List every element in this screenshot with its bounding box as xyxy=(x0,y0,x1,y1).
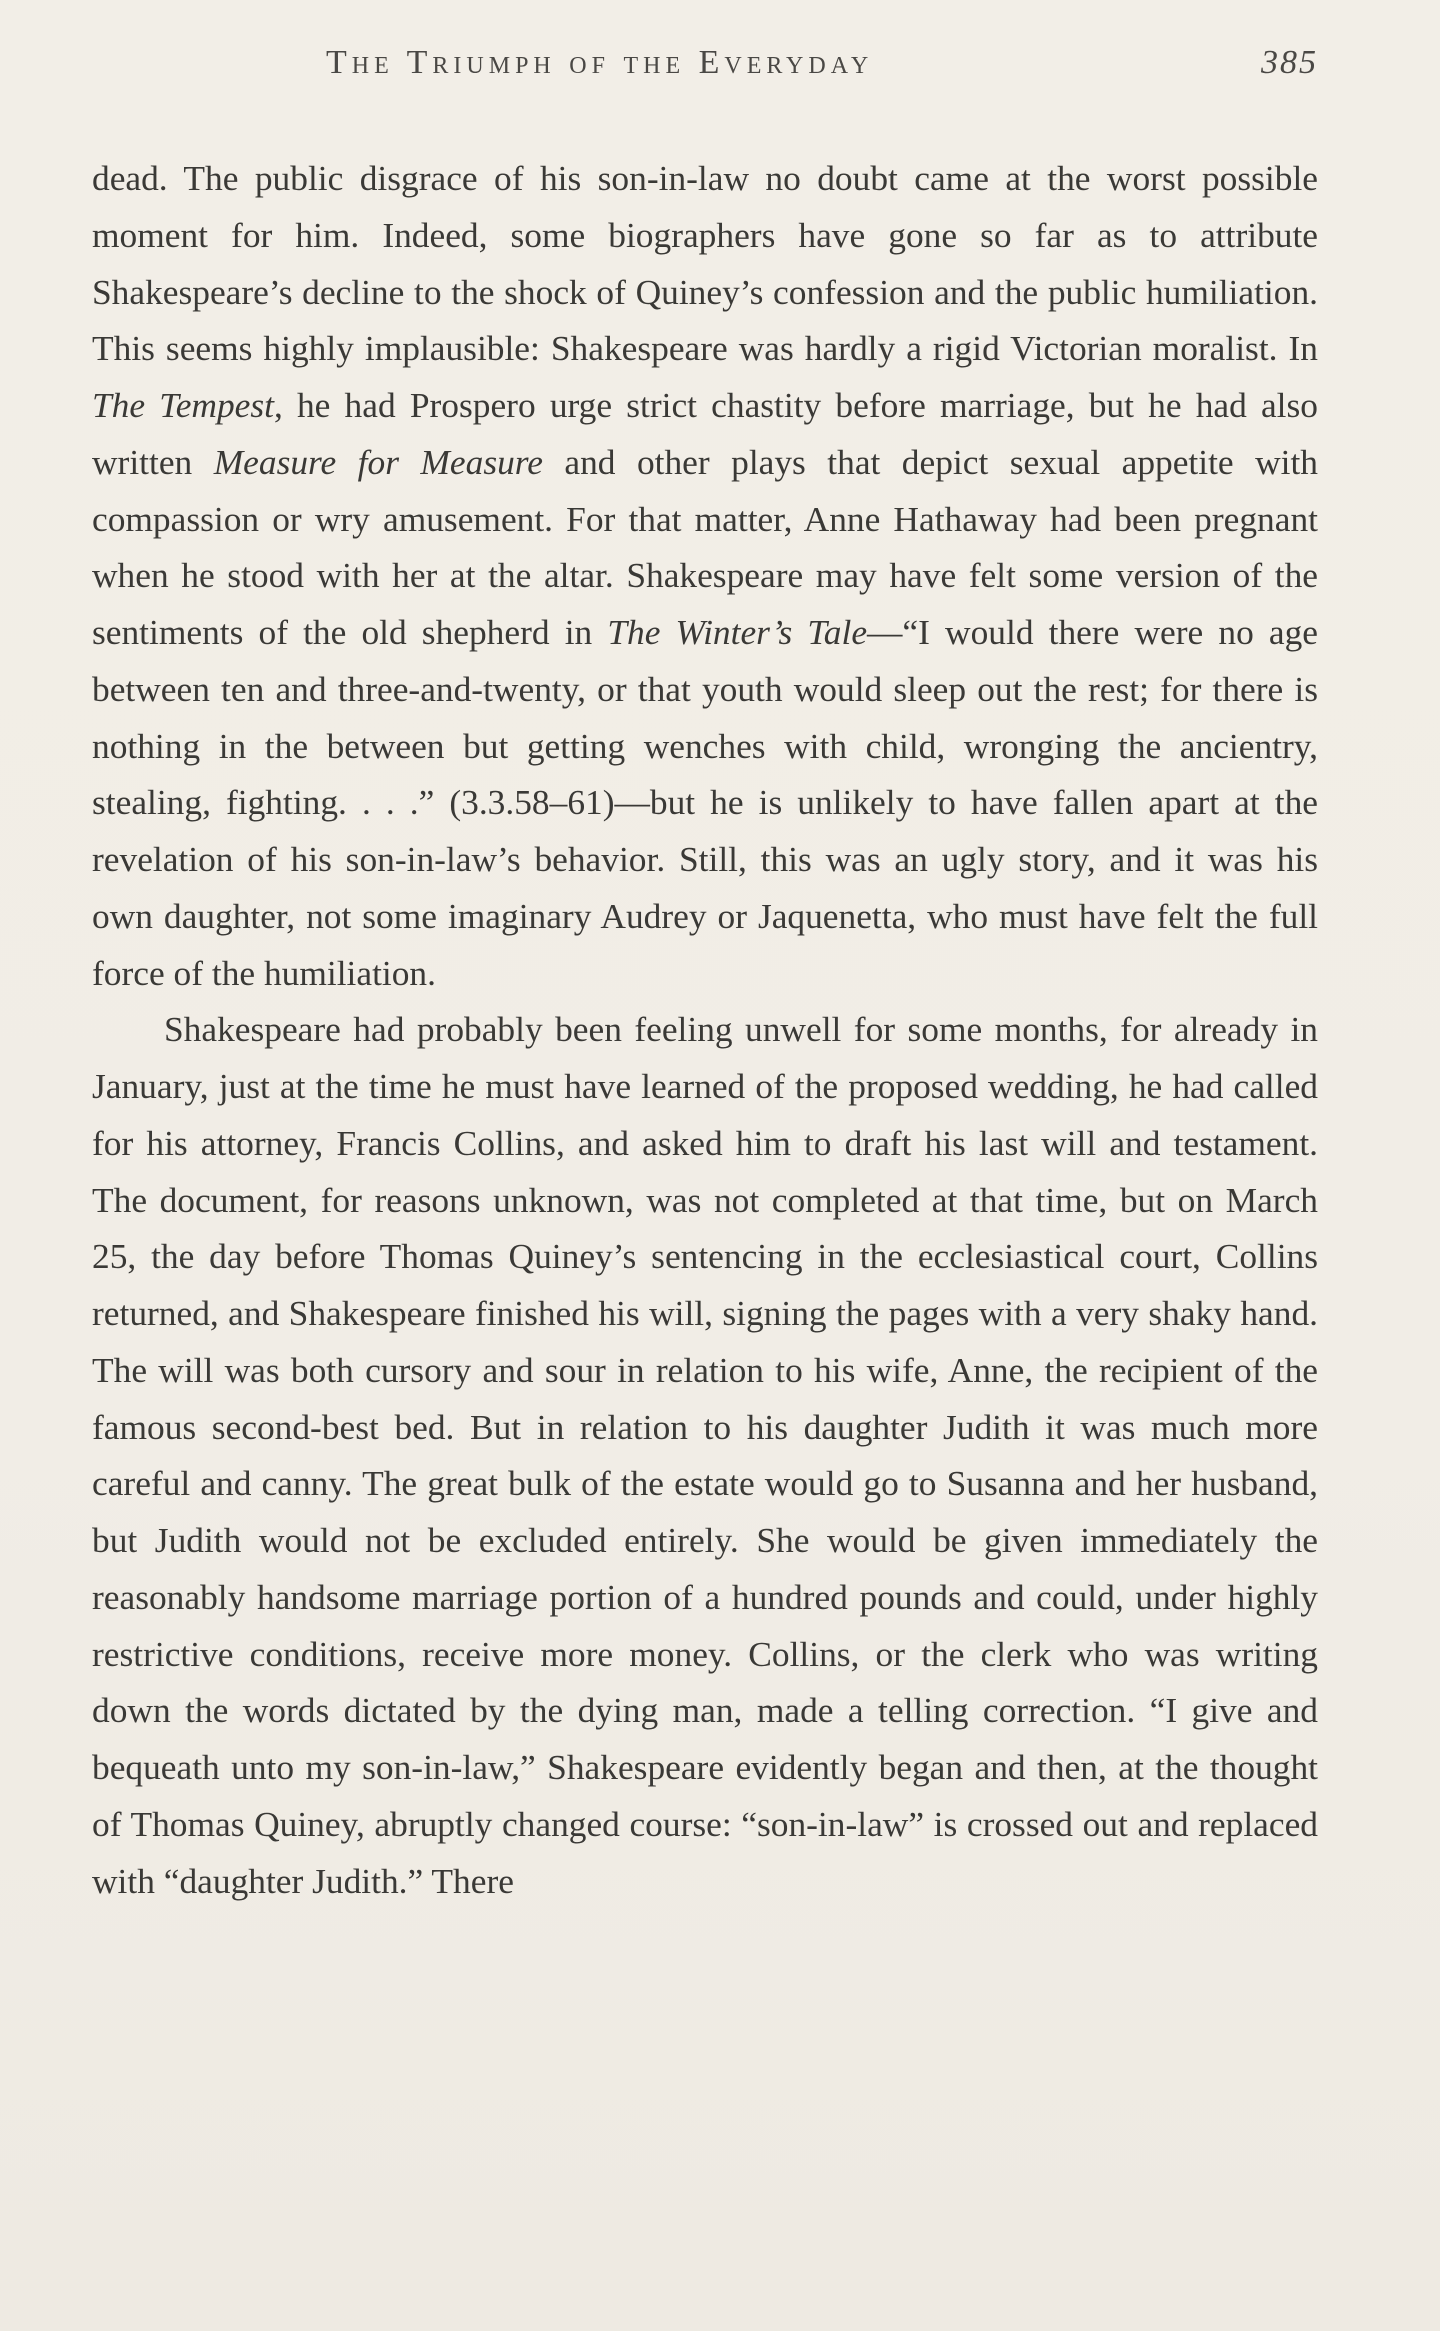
paragraph-2: Shakespeare had probably been feeling unwell for some months, for already in January, just at the time he must have learned of the proposed wedding, he had called for his attorney, Francis Collins, and asked him to draft his last will and testament. The document, for reasons unknown, was not completed at that time, but on March 25, the day before Thomas Quiney’s sentencing in the ecclesiastical court, Collins returned, and Shakespeare finished his will, signing the pages with a very shaky hand. The will was both cursory and sour in relation to his wife, Anne, the recipient of the famous second-best bed. But in relation to his daughter Judith it was much more careful and canny. The great bulk of the estate would go to Susanna and her husband, but Judith would not be excluded entirely. She would be given immediately the reasonably handsome marriage portion of a hundred pounds and could, under highly restrictive conditions, receive more money. Collins, or the clerk who was writing down the words dictated by the dying man, made a telling correction. “I give and bequeath unto my son-in-law,” Shakespeare evidently began and then, at the thought of Thomas Quiney, abruptly changed course: “son-in-law” is crossed out and replaced with “daughter Judith.” There xyxy=(92,1009,1318,1901)
play-title-the-tempest: The Tempest xyxy=(92,385,274,425)
paragraph-1-segment: , he had Prospero urge strict chastity before marriage, but he had also written xyxy=(92,385,1318,482)
play-title-the-winters-tale: The Winter’s Tale xyxy=(607,612,868,652)
paragraph-1-segment: dead. The public disgrace of his son-in-law no doubt came at the worst possible moment for him. Indeed, some biographers have gone so far as to attribute Shakespeare’s decline to the shock of Quiney’s confession and the public humiliation. This seems highly implausible: Shakespeare was hardly a rigid Victorian moralist. In xyxy=(92,158,1318,369)
page-header xyxy=(92,44,1318,84)
paragraph-1 xyxy=(92,150,1318,1001)
play-title-measure-for-measure: Measure for Measure xyxy=(213,441,543,482)
paragraph-1-segment: and other plays that depict sexual appetite with compassion or wry amusement. For that matter, Anne Hathaway had been pregnant when he stood with her at the altar. Shakespeare may have felt some version of the sentiments of the old shepherd in xyxy=(92,441,1318,652)
page-number: 385 xyxy=(1261,44,1318,81)
body-text xyxy=(92,150,1318,1909)
running-head: The Triumph of the Everyday xyxy=(326,44,874,81)
paragraph-1-segment: —“I would there were no age between ten and three-and-twenty, or that youth would sleep out the rest; for there is nothing in the between but getting wenches with child, wronging the ancientry, stealing, fighting. . . .” (3.3.58–61)—but he is unlikely to have fallen apart at the revelation of his son-in-law’s behavior. Still, this was an ugly story, and it was his own daughter, not some imaginary Audrey or Jaquenetta, who must have felt the full force of the humiliation. xyxy=(92,612,1318,993)
